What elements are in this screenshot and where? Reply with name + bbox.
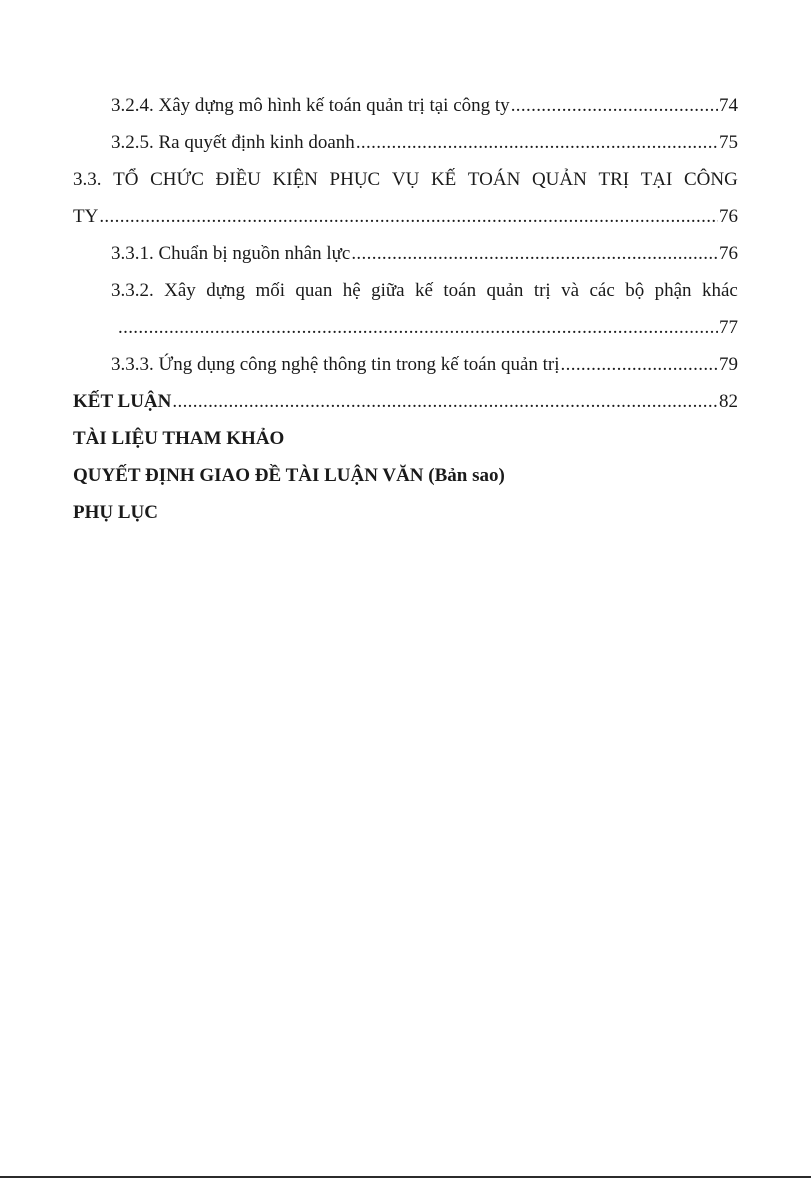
toc-word: quan	[295, 280, 333, 301]
toc-entry-3-2-5[interactable]	[73, 124, 738, 161]
toc-entry-3-3-2-line2[interactable]	[73, 309, 738, 346]
toc-word: Xây	[164, 280, 196, 301]
toc-word: QUẢN	[531, 169, 587, 190]
toc-entry-title: TY	[73, 206, 99, 227]
toc-page-number: 74	[719, 95, 738, 116]
toc-entry-title: 3.2.4. Xây dựng mô hình kế toán quản trị tại công ty	[111, 95, 510, 116]
toc-entry-title: PHỤ LỤC	[73, 502, 158, 523]
dot-leader	[356, 124, 718, 161]
toc-page-number: 76	[719, 206, 738, 227]
toc-word: KIỆN	[272, 169, 318, 190]
table-of-contents	[73, 87, 738, 531]
dot-leader	[172, 383, 718, 420]
toc-word: KẾ	[430, 169, 457, 190]
toc-word: TỔ	[113, 169, 139, 190]
toc-word: và	[561, 280, 580, 301]
toc-page-number: 79	[719, 354, 738, 375]
toc-word: dựng	[206, 280, 246, 301]
toc-entry-3-3-line1[interactable]	[73, 161, 738, 198]
toc-word: các	[589, 280, 615, 301]
dot-leader	[351, 235, 718, 272]
toc-entry-3-3-1[interactable]	[73, 235, 738, 272]
toc-word: quản	[486, 280, 524, 301]
toc-word: TRỊ	[598, 169, 630, 190]
toc-entry-references[interactable]	[73, 420, 738, 457]
toc-word: PHỤC	[329, 169, 381, 190]
toc-word: trị	[533, 280, 551, 301]
toc-entry-appendix[interactable]	[73, 494, 738, 531]
toc-word: CÔNG	[683, 169, 738, 190]
toc-entry-3-3-3[interactable]	[73, 346, 738, 383]
toc-entry-title: 3.2.5. Ra quyết định kinh doanh	[111, 132, 355, 153]
toc-entry-3-3-line2[interactable]	[73, 198, 738, 235]
toc-entry-title: KẾT LUẬN	[73, 391, 172, 412]
toc-word: kế	[415, 280, 433, 301]
toc-word: hệ	[342, 280, 361, 301]
toc-word: mối	[255, 280, 285, 301]
toc-word: toán	[443, 280, 477, 301]
toc-word: khác	[701, 280, 738, 301]
toc-entry-decision[interactable]	[73, 457, 738, 494]
dot-leader	[561, 346, 718, 383]
toc-page-number: 75	[719, 132, 738, 153]
dot-leader	[99, 198, 718, 235]
toc-entry-title: QUYẾT ĐỊNH GIAO ĐỀ TÀI LUẬN VĂN (Bản sao)	[73, 465, 505, 486]
toc-word: CHỨC	[150, 169, 204, 190]
toc-word: TOÁN	[467, 169, 521, 190]
toc-entry-title: TÀI LIỆU THAM KHẢO	[73, 428, 285, 449]
page-bottom-rule	[0, 1176, 811, 1178]
toc-word: phận	[654, 280, 692, 301]
toc-word: giữa	[371, 280, 405, 301]
dot-leader	[118, 309, 718, 346]
toc-page-number: 82	[719, 391, 738, 412]
toc-entry-title: 3.3.3. Ứng dụng công nghệ thông tin trong kế toán quản trị	[111, 354, 560, 375]
toc-entry-title: 3.3.1. Chuẩn bị nguồn nhân lực	[111, 243, 351, 264]
toc-entry-3-3-2-line1[interactable]	[73, 272, 738, 309]
dot-leader	[511, 87, 718, 124]
toc-word: TẠI	[640, 169, 673, 190]
toc-word: bộ	[625, 280, 645, 301]
toc-word: VỤ	[391, 169, 420, 190]
toc-page-number: 76	[719, 243, 738, 264]
toc-word: 3.3.	[73, 169, 102, 190]
toc-word: 3.3.2.	[111, 280, 154, 301]
toc-word: ĐIỀU	[215, 169, 261, 190]
toc-page-number: 77	[719, 317, 738, 338]
toc-entry-3-2-4[interactable]	[73, 87, 738, 124]
toc-entry-conclusion[interactable]	[73, 383, 738, 420]
